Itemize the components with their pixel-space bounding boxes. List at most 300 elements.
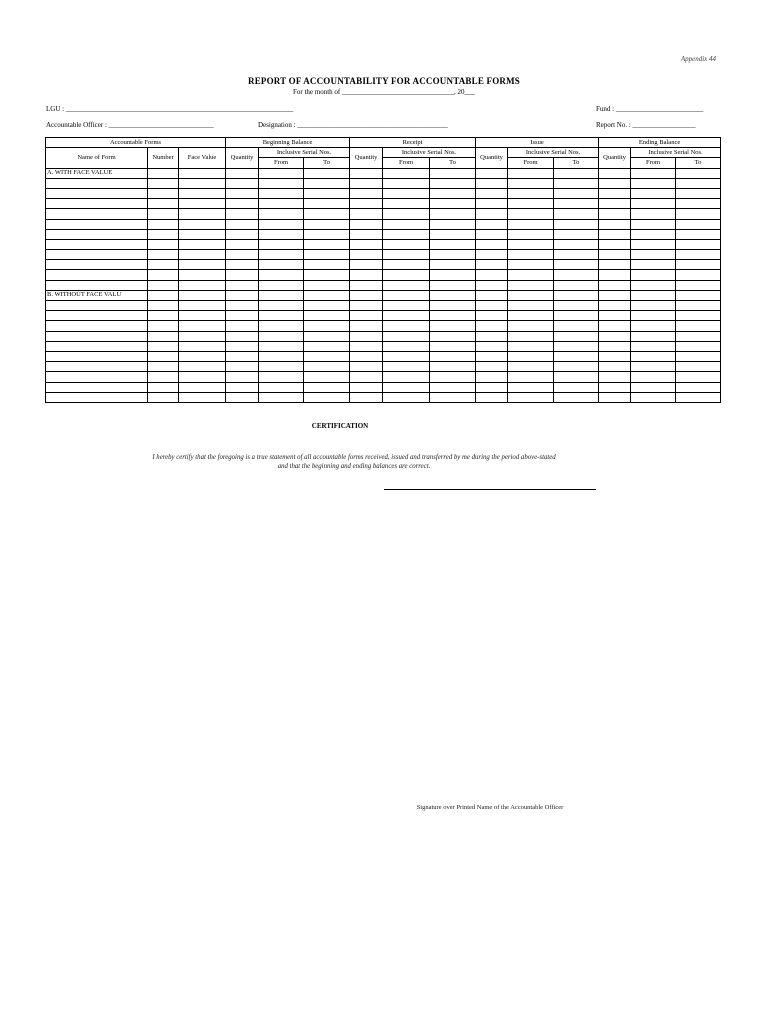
table-cell[interactable] (350, 392, 383, 402)
table-cell[interactable] (304, 280, 350, 290)
table-cell[interactable] (226, 209, 259, 219)
table-cell[interactable] (383, 372, 430, 382)
table-cell[interactable] (508, 229, 554, 239)
table-cell[interactable] (676, 290, 721, 300)
table-cell[interactable] (304, 321, 350, 331)
table-cell[interactable] (226, 290, 259, 300)
table-cell[interactable] (430, 341, 476, 351)
table-cell[interactable] (599, 250, 631, 260)
table-cell[interactable] (631, 321, 676, 331)
table-cell[interactable] (430, 321, 476, 331)
form-name-cell[interactable] (46, 341, 148, 351)
form-name-cell[interactable] (46, 321, 148, 331)
table-cell[interactable] (148, 331, 179, 341)
accountable-officer-field[interactable]: Accountable Officer : ______________________________ (46, 121, 214, 129)
table-cell[interactable] (304, 209, 350, 219)
table-cell[interactable] (554, 219, 599, 229)
table-cell[interactable] (631, 311, 676, 321)
table-cell[interactable] (383, 321, 430, 331)
table-cell[interactable] (148, 260, 179, 270)
table-cell[interactable] (179, 219, 226, 229)
table-cell[interactable] (476, 382, 508, 392)
table-cell[interactable] (554, 331, 599, 341)
table-cell[interactable] (631, 239, 676, 249)
table-cell[interactable] (383, 311, 430, 321)
table-cell[interactable] (304, 372, 350, 382)
table-cell[interactable] (554, 351, 599, 361)
table-cell[interactable] (304, 351, 350, 361)
table-cell[interactable] (350, 219, 383, 229)
table-cell[interactable] (148, 188, 179, 198)
table-cell[interactable] (179, 372, 226, 382)
table-cell[interactable] (148, 270, 179, 280)
table-cell[interactable] (304, 341, 350, 351)
table-cell[interactable] (676, 260, 721, 270)
table-cell[interactable] (676, 301, 721, 311)
table-cell[interactable] (259, 341, 304, 351)
table-cell[interactable] (430, 239, 476, 249)
table-cell[interactable] (508, 290, 554, 300)
table-cell[interactable] (476, 250, 508, 260)
table-cell[interactable] (350, 311, 383, 321)
table-cell[interactable] (383, 290, 430, 300)
table-cell[interactable] (259, 321, 304, 331)
table-cell[interactable] (476, 188, 508, 198)
table-cell[interactable] (508, 209, 554, 219)
table-cell[interactable] (226, 178, 259, 188)
table-cell[interactable] (599, 178, 631, 188)
table-cell[interactable] (350, 209, 383, 219)
table-cell[interactable] (430, 168, 476, 178)
table-cell[interactable] (179, 270, 226, 280)
table-cell[interactable] (430, 351, 476, 361)
table-cell[interactable] (676, 178, 721, 188)
form-name-cell[interactable] (46, 301, 148, 311)
table-cell[interactable] (430, 392, 476, 402)
table-cell[interactable] (476, 362, 508, 372)
table-cell[interactable] (508, 270, 554, 280)
table-cell[interactable] (226, 392, 259, 402)
table-cell[interactable] (226, 250, 259, 260)
table-cell[interactable] (383, 178, 430, 188)
table-cell[interactable] (676, 351, 721, 361)
table-cell[interactable] (476, 372, 508, 382)
table-cell[interactable] (430, 311, 476, 321)
table-cell[interactable] (148, 250, 179, 260)
form-name-cell[interactable] (46, 270, 148, 280)
table-cell[interactable] (179, 229, 226, 239)
table-cell[interactable] (676, 270, 721, 280)
table-cell[interactable] (631, 382, 676, 392)
table-cell[interactable] (508, 382, 554, 392)
table-cell[interactable] (179, 362, 226, 372)
table-cell[interactable] (508, 301, 554, 311)
table-cell[interactable] (148, 341, 179, 351)
table-cell[interactable] (508, 311, 554, 321)
table-cell[interactable] (508, 260, 554, 270)
table-cell[interactable] (304, 219, 350, 229)
table-cell[interactable] (226, 188, 259, 198)
table-cell[interactable] (476, 341, 508, 351)
form-name-cell[interactable] (46, 239, 148, 249)
table-cell[interactable] (554, 382, 599, 392)
table-cell[interactable] (676, 321, 721, 331)
table-cell[interactable] (554, 260, 599, 270)
table-cell[interactable] (599, 280, 631, 290)
table-cell[interactable] (599, 362, 631, 372)
table-cell[interactable] (148, 178, 179, 188)
table-cell[interactable] (508, 239, 554, 249)
table-cell[interactable] (148, 382, 179, 392)
table-cell[interactable] (179, 382, 226, 392)
table-cell[interactable] (179, 321, 226, 331)
table-cell[interactable] (259, 331, 304, 341)
table-cell[interactable] (476, 260, 508, 270)
table-cell[interactable] (554, 239, 599, 249)
form-name-cell[interactable] (46, 382, 148, 392)
form-name-cell[interactable] (46, 331, 148, 341)
table-cell[interactable] (259, 188, 304, 198)
table-cell[interactable] (430, 178, 476, 188)
form-name-cell[interactable] (46, 372, 148, 382)
table-cell[interactable] (304, 270, 350, 280)
table-cell[interactable] (631, 178, 676, 188)
table-cell[interactable] (599, 239, 631, 249)
table-cell[interactable] (179, 260, 226, 270)
table-cell[interactable] (226, 260, 259, 270)
table-cell[interactable] (383, 229, 430, 239)
table-cell[interactable] (508, 351, 554, 361)
table-cell[interactable] (554, 270, 599, 280)
table-cell[interactable] (259, 199, 304, 209)
table-cell[interactable] (226, 382, 259, 392)
table-cell[interactable] (259, 392, 304, 402)
table-cell[interactable] (676, 219, 721, 229)
table-cell[interactable] (631, 260, 676, 270)
table-cell[interactable] (350, 260, 383, 270)
table-cell[interactable] (554, 362, 599, 372)
table-cell[interactable] (476, 301, 508, 311)
table-cell[interactable] (304, 178, 350, 188)
table-cell[interactable] (554, 301, 599, 311)
table-cell[interactable] (476, 178, 508, 188)
table-cell[interactable] (304, 229, 350, 239)
table-cell[interactable] (554, 280, 599, 290)
table-cell[interactable] (304, 362, 350, 372)
table-cell[interactable] (599, 199, 631, 209)
table-cell[interactable] (430, 362, 476, 372)
table-cell[interactable] (476, 311, 508, 321)
table-cell[interactable] (676, 362, 721, 372)
table-cell[interactable] (676, 392, 721, 402)
table-cell[interactable] (554, 372, 599, 382)
table-cell[interactable] (676, 229, 721, 239)
table-cell[interactable] (350, 321, 383, 331)
table-cell[interactable] (476, 351, 508, 361)
table-cell[interactable] (350, 341, 383, 351)
table-cell[interactable] (259, 311, 304, 321)
table-cell[interactable] (554, 311, 599, 321)
table-cell[interactable] (383, 168, 430, 178)
table-cell[interactable] (631, 229, 676, 239)
form-name-cell[interactable] (46, 362, 148, 372)
table-cell[interactable] (259, 168, 304, 178)
table-cell[interactable] (259, 362, 304, 372)
table-cell[interactable] (476, 280, 508, 290)
table-cell[interactable] (304, 301, 350, 311)
table-cell[interactable] (179, 290, 226, 300)
table-cell[interactable] (430, 219, 476, 229)
table-cell[interactable] (676, 239, 721, 249)
table-cell[interactable] (350, 250, 383, 260)
table-cell[interactable] (226, 321, 259, 331)
table-cell[interactable] (554, 209, 599, 219)
table-cell[interactable] (179, 178, 226, 188)
table-cell[interactable] (148, 392, 179, 402)
table-cell[interactable] (599, 290, 631, 300)
table-cell[interactable] (304, 199, 350, 209)
table-cell[interactable] (226, 239, 259, 249)
table-cell[interactable] (259, 229, 304, 239)
table-cell[interactable] (554, 290, 599, 300)
table-cell[interactable] (350, 239, 383, 249)
table-cell[interactable] (259, 301, 304, 311)
table-cell[interactable] (148, 351, 179, 361)
table-cell[interactable] (350, 290, 383, 300)
table-cell[interactable] (554, 199, 599, 209)
table-cell[interactable] (508, 178, 554, 188)
table-cell[interactable] (554, 250, 599, 260)
table-cell[interactable] (508, 280, 554, 290)
table-cell[interactable] (226, 168, 259, 178)
table-cell[interactable] (631, 199, 676, 209)
table-cell[interactable] (383, 199, 430, 209)
table-cell[interactable] (226, 280, 259, 290)
table-cell[interactable] (508, 362, 554, 372)
table-cell[interactable] (304, 260, 350, 270)
table-cell[interactable] (259, 239, 304, 249)
table-cell[interactable] (383, 188, 430, 198)
form-name-cell[interactable] (46, 392, 148, 402)
table-cell[interactable] (430, 301, 476, 311)
table-cell[interactable] (226, 372, 259, 382)
table-cell[interactable] (383, 260, 430, 270)
table-cell[interactable] (350, 199, 383, 209)
table-cell[interactable] (226, 219, 259, 229)
table-cell[interactable] (554, 168, 599, 178)
report-no-field[interactable]: Report No. : __________________ (596, 121, 696, 129)
table-cell[interactable] (304, 188, 350, 198)
form-name-cell[interactable] (46, 178, 148, 188)
table-cell[interactable] (508, 168, 554, 178)
table-cell[interactable] (148, 311, 179, 321)
table-cell[interactable] (476, 392, 508, 402)
table-cell[interactable] (226, 311, 259, 321)
table-cell[interactable] (304, 168, 350, 178)
table-cell[interactable] (304, 239, 350, 249)
table-cell[interactable] (430, 199, 476, 209)
table-cell[interactable] (259, 209, 304, 219)
table-cell[interactable] (304, 290, 350, 300)
table-cell[interactable] (676, 199, 721, 209)
table-cell[interactable] (350, 270, 383, 280)
table-cell[interactable] (508, 331, 554, 341)
table-cell[interactable] (350, 331, 383, 341)
table-cell[interactable] (508, 219, 554, 229)
table-cell[interactable] (148, 362, 179, 372)
table-cell[interactable] (259, 290, 304, 300)
table-cell[interactable] (179, 351, 226, 361)
table-cell[interactable] (259, 260, 304, 270)
table-cell[interactable] (599, 341, 631, 351)
table-cell[interactable] (226, 199, 259, 209)
table-cell[interactable] (226, 341, 259, 351)
table-cell[interactable] (350, 178, 383, 188)
table-cell[interactable] (676, 331, 721, 341)
table-cell[interactable] (259, 178, 304, 188)
table-cell[interactable] (430, 250, 476, 260)
table-cell[interactable] (383, 362, 430, 372)
table-cell[interactable] (259, 270, 304, 280)
table-cell[interactable] (476, 219, 508, 229)
table-cell[interactable] (631, 219, 676, 229)
table-cell[interactable] (599, 372, 631, 382)
lgu-field[interactable]: LGU : _________________________________________________________________ (46, 105, 294, 113)
table-cell[interactable] (259, 382, 304, 392)
table-cell[interactable] (508, 250, 554, 260)
form-name-cell[interactable] (46, 260, 148, 270)
table-cell[interactable] (476, 290, 508, 300)
table-cell[interactable] (508, 392, 554, 402)
table-cell[interactable] (631, 188, 676, 198)
table-cell[interactable] (383, 341, 430, 351)
table-cell[interactable] (676, 188, 721, 198)
table-cell[interactable] (179, 188, 226, 198)
table-cell[interactable] (476, 229, 508, 239)
table-cell[interactable] (226, 331, 259, 341)
table-cell[interactable] (383, 219, 430, 229)
fund-field[interactable]: Fund : _________________________ (596, 105, 704, 113)
form-name-cell[interactable] (46, 250, 148, 260)
table-cell[interactable] (676, 168, 721, 178)
table-cell[interactable] (350, 188, 383, 198)
table-cell[interactable] (676, 341, 721, 351)
table-cell[interactable] (631, 372, 676, 382)
table-cell[interactable] (554, 341, 599, 351)
table-cell[interactable] (179, 311, 226, 321)
table-cell[interactable] (631, 392, 676, 402)
table-cell[interactable] (676, 280, 721, 290)
table-cell[interactable] (304, 392, 350, 402)
table-cell[interactable] (383, 209, 430, 219)
table-cell[interactable] (631, 168, 676, 178)
table-cell[interactable] (599, 188, 631, 198)
table-cell[interactable] (476, 209, 508, 219)
table-cell[interactable] (350, 382, 383, 392)
table-cell[interactable] (304, 382, 350, 392)
table-cell[interactable] (226, 270, 259, 280)
table-cell[interactable] (676, 250, 721, 260)
form-name-cell[interactable] (46, 351, 148, 361)
table-cell[interactable] (476, 321, 508, 331)
table-cell[interactable] (148, 209, 179, 219)
form-name-cell[interactable] (46, 229, 148, 239)
table-cell[interactable] (554, 178, 599, 188)
table-cell[interactable] (226, 229, 259, 239)
table-cell[interactable] (383, 331, 430, 341)
table-cell[interactable] (631, 270, 676, 280)
table-cell[interactable] (476, 168, 508, 178)
table-cell[interactable] (430, 280, 476, 290)
table-cell[interactable] (148, 280, 179, 290)
table-cell[interactable] (631, 209, 676, 219)
table-cell[interactable] (179, 250, 226, 260)
table-cell[interactable] (383, 392, 430, 402)
table-cell[interactable] (599, 209, 631, 219)
table-cell[interactable] (631, 290, 676, 300)
table-cell[interactable] (676, 311, 721, 321)
table-cell[interactable] (631, 280, 676, 290)
table-cell[interactable] (599, 382, 631, 392)
table-cell[interactable] (350, 301, 383, 311)
table-cell[interactable] (554, 392, 599, 402)
table-cell[interactable] (599, 168, 631, 178)
table-cell[interactable] (599, 392, 631, 402)
table-cell[interactable] (148, 168, 179, 178)
table-cell[interactable] (599, 301, 631, 311)
table-cell[interactable] (508, 341, 554, 351)
table-cell[interactable] (430, 270, 476, 280)
table-cell[interactable] (148, 372, 179, 382)
table-cell[interactable] (430, 372, 476, 382)
table-cell[interactable] (179, 168, 226, 178)
table-cell[interactable] (383, 280, 430, 290)
table-cell[interactable] (631, 351, 676, 361)
table-cell[interactable] (476, 331, 508, 341)
table-cell[interactable] (383, 301, 430, 311)
table-cell[interactable] (179, 301, 226, 311)
form-name-cell[interactable] (46, 209, 148, 219)
table-cell[interactable] (383, 351, 430, 361)
table-cell[interactable] (179, 199, 226, 209)
table-cell[interactable] (350, 168, 383, 178)
table-cell[interactable] (554, 188, 599, 198)
table-cell[interactable] (476, 239, 508, 249)
table-cell[interactable] (179, 239, 226, 249)
table-cell[interactable] (226, 351, 259, 361)
table-cell[interactable] (350, 362, 383, 372)
table-cell[interactable] (259, 372, 304, 382)
table-cell[interactable] (350, 351, 383, 361)
table-cell[interactable] (631, 301, 676, 311)
table-cell[interactable] (599, 321, 631, 331)
table-cell[interactable] (148, 229, 179, 239)
table-cell[interactable] (179, 341, 226, 351)
table-cell[interactable] (259, 351, 304, 361)
table-cell[interactable] (430, 382, 476, 392)
table-cell[interactable] (226, 362, 259, 372)
table-cell[interactable] (383, 239, 430, 249)
table-cell[interactable] (226, 301, 259, 311)
table-cell[interactable] (631, 341, 676, 351)
table-cell[interactable] (554, 321, 599, 331)
table-cell[interactable] (148, 290, 179, 300)
signature-line[interactable] (384, 489, 596, 490)
table-cell[interactable] (259, 280, 304, 290)
table-cell[interactable] (430, 188, 476, 198)
table-cell[interactable] (350, 229, 383, 239)
designation-field[interactable]: Designation : ___________________________________________ (258, 121, 448, 129)
